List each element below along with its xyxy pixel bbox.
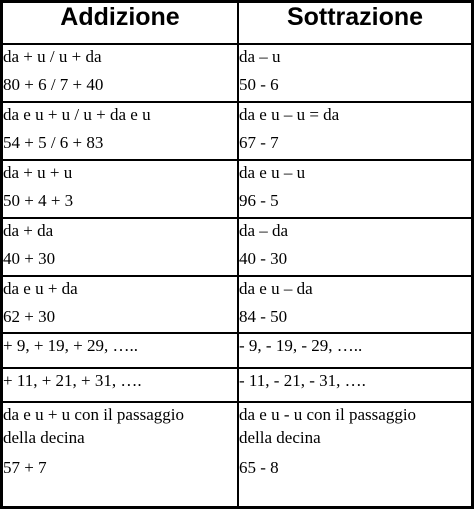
subtraction-cell bbox=[238, 368, 471, 402]
rule-text: da e u – u bbox=[239, 162, 306, 182]
table-row bbox=[3, 333, 471, 367]
addition-cell bbox=[3, 333, 238, 367]
rule-text: da + da bbox=[3, 220, 54, 240]
header-sottrazione: Sottrazione bbox=[238, 3, 471, 44]
example-text: 62 + 30 bbox=[3, 306, 56, 326]
example-text: 65 - 8 bbox=[239, 457, 279, 477]
rule-text: da – u bbox=[239, 47, 281, 67]
example-text: 57 + 7 bbox=[3, 457, 47, 477]
header-row bbox=[3, 3, 471, 44]
table-row bbox=[3, 276, 471, 334]
subtraction-cell bbox=[238, 160, 471, 218]
sequence-text: + 9, + 19, + 29, ….. bbox=[3, 336, 139, 356]
sequence-text: + 11, + 21, + 31, …. bbox=[3, 370, 142, 390]
addition-cell bbox=[3, 218, 238, 276]
subtraction-cell bbox=[238, 102, 471, 160]
subtraction-cell bbox=[238, 276, 471, 334]
rule-text-line-2: della decina bbox=[239, 427, 321, 447]
sequence-text: - 11, - 21, - 31, …. bbox=[239, 370, 366, 390]
example-text: 54 + 5 / 6 + 83 bbox=[3, 133, 104, 153]
rule-text-line-1: da e u + u con il passaggio bbox=[3, 404, 184, 424]
rule-text-line-1: da e u - u con il passaggio bbox=[239, 404, 417, 424]
subtraction-cell bbox=[238, 402, 471, 506]
addition-cell bbox=[3, 368, 238, 402]
subtraction-cell bbox=[238, 218, 471, 276]
addition-cell bbox=[3, 160, 238, 218]
addition-cell bbox=[3, 102, 238, 160]
subtraction-cell bbox=[238, 333, 471, 367]
rule-text: da + u + u bbox=[3, 162, 73, 182]
table-row bbox=[3, 44, 471, 102]
example-text: 50 + 4 + 3 bbox=[3, 190, 74, 210]
rule-text-line-2: della decina bbox=[3, 427, 85, 447]
addition-cell bbox=[3, 402, 238, 506]
table-row bbox=[3, 402, 471, 506]
example-text: 67 - 7 bbox=[239, 133, 279, 153]
table-row bbox=[3, 218, 471, 276]
example-text: 84 - 50 bbox=[239, 306, 288, 326]
rule-text: da e u + u / u + da e u bbox=[3, 105, 151, 125]
rule-text: da + u / u + da bbox=[3, 47, 102, 67]
rule-text: da – da bbox=[239, 220, 289, 240]
addition-cell bbox=[3, 44, 238, 102]
example-text: 40 - 30 bbox=[239, 248, 288, 268]
example-text: 96 - 5 bbox=[239, 190, 279, 210]
example-text: 80 + 6 / 7 + 40 bbox=[3, 75, 104, 95]
addition-cell bbox=[3, 276, 238, 334]
sequence-text: - 9, - 19, - 29, ….. bbox=[239, 336, 363, 356]
rule-text: da e u – da bbox=[239, 278, 313, 298]
subtraction-cell bbox=[238, 44, 471, 102]
operations-table bbox=[3, 3, 471, 506]
table-row bbox=[3, 368, 471, 402]
rule-text: da e u – u = da bbox=[239, 105, 340, 125]
example-text: 40 + 30 bbox=[3, 248, 56, 268]
header-addizione: Addizione bbox=[3, 3, 238, 44]
example-text: 50 - 6 bbox=[239, 75, 279, 95]
table-row bbox=[3, 160, 471, 218]
table-row bbox=[3, 102, 471, 160]
rule-text: da e u + da bbox=[3, 278, 78, 298]
